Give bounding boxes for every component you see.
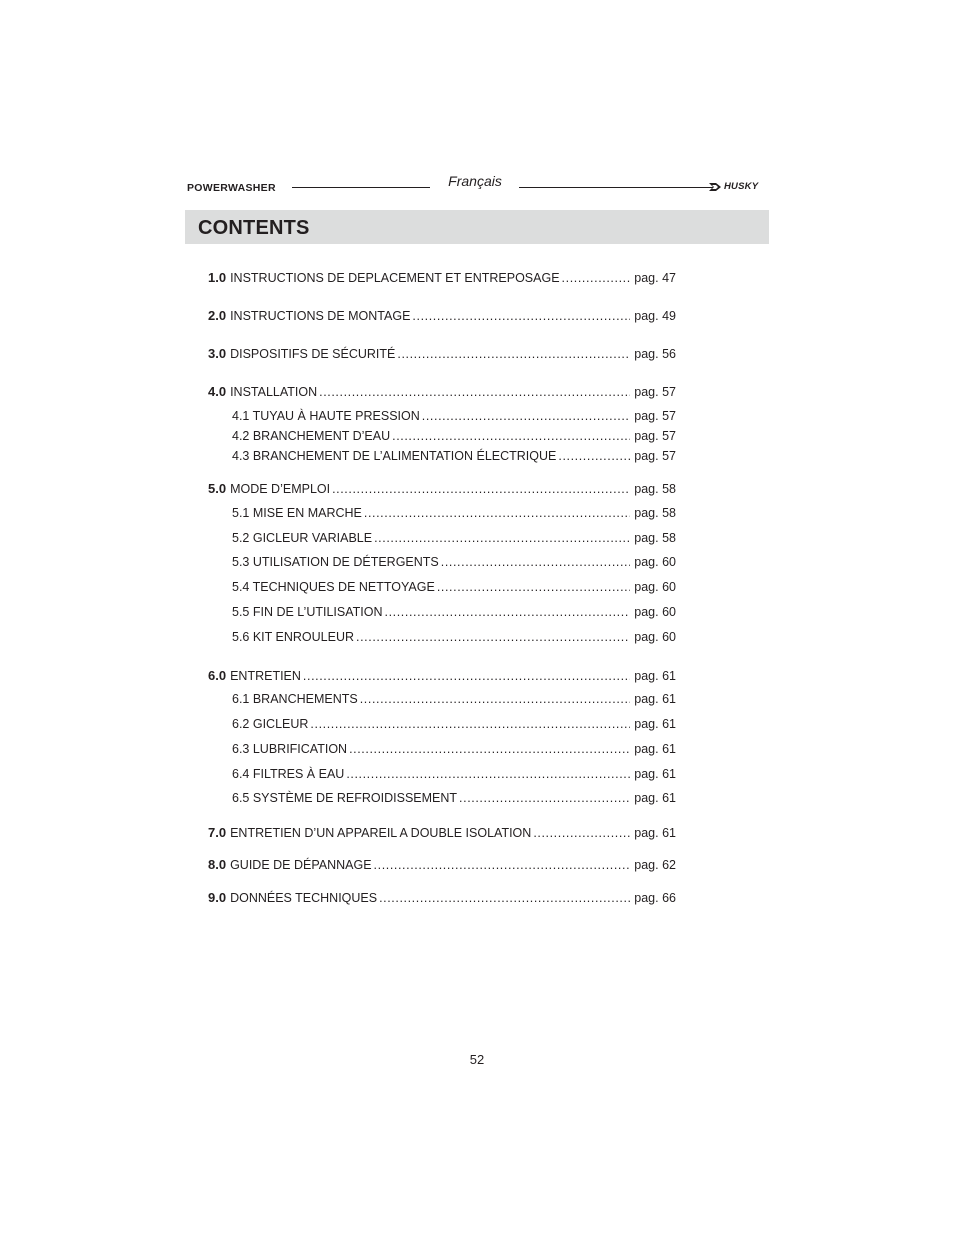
toc-entry-title: DONNÉES TECHNIQUES — [230, 891, 378, 905]
toc-entry[interactable] — [208, 890, 676, 905]
toc-entry-title: GUIDE DE DÉPANNAGE — [230, 858, 372, 872]
toc-entry[interactable] — [232, 555, 676, 569]
toc-entry-title: 5.3 UTILISATION DE DÉTERGENTS — [232, 555, 439, 569]
toc-entry-title: INSTALLATION — [230, 385, 318, 399]
toc-dot-leader — [385, 605, 631, 619]
page-title: CONTENTS — [198, 217, 310, 239]
toc-entry[interactable] — [232, 717, 676, 731]
toc-entry-title: INSTRUCTIONS DE MONTAGE — [230, 309, 411, 323]
brand-powerwasher: POWERWASHER — [187, 182, 276, 194]
toc-dot-leader — [533, 826, 630, 840]
toc-entry-title: 4.3 BRANCHEMENT DE L’ALIMENTATION ÉLECTRIQUE — [232, 449, 557, 463]
toc-entry-title: 6.3 LUBRIFICATION — [232, 742, 348, 756]
toc-page-ref: pag. 61 — [634, 669, 676, 683]
toc-entry-title: 5.6 KIT ENROULEUR — [232, 630, 355, 644]
toc-entry[interactable] — [232, 409, 676, 423]
toc-entry-title: INSTRUCTIONS DE DEPLACEMENT ET ENTREPOSAGE — [230, 271, 560, 285]
header-rule-right — [519, 187, 715, 188]
toc-dot-leader — [412, 309, 630, 323]
toc-entry-title: 5.1 MISE EN MARCHE — [232, 506, 362, 520]
toc-dot-leader — [349, 742, 630, 756]
toc-entry[interactable] — [208, 384, 676, 399]
header-rule-left — [292, 187, 430, 188]
toc-entry[interactable] — [208, 825, 676, 840]
toc-page-ref: pag. 61 — [634, 826, 676, 840]
toc-entry-title: ENTRETIEN — [230, 669, 301, 683]
toc-entry[interactable] — [232, 605, 676, 619]
toc-page-ref: pag. 49 — [634, 309, 676, 323]
toc-dot-leader — [459, 791, 630, 805]
toc-page-ref: pag. 57 — [634, 385, 676, 399]
toc-dot-leader — [441, 555, 631, 569]
toc-entry-title: 6.1 BRANCHEMENTS — [232, 692, 358, 706]
toc-dot-leader — [303, 669, 630, 683]
husky-logo-text: HUSKY — [724, 181, 759, 192]
toc-page-ref: pag. 58 — [634, 506, 676, 520]
toc-page-ref: pag. 60 — [634, 630, 676, 644]
toc-entry-title: 6.2 GICLEUR — [232, 717, 309, 731]
toc-page-ref: pag. 57 — [634, 449, 676, 463]
toc-dot-leader — [392, 429, 630, 443]
toc-section-number: 8.0 — [208, 857, 227, 872]
toc-page-ref: pag. 58 — [634, 531, 676, 545]
toc-page-ref: pag. 58 — [634, 482, 676, 496]
toc-entry[interactable] — [232, 449, 676, 463]
toc-section-number: 9.0 — [208, 890, 227, 905]
toc-entry-title: 5.2 GICLEUR VARIABLE — [232, 531, 373, 545]
toc-entry[interactable] — [232, 580, 676, 594]
toc-dot-leader — [374, 858, 631, 872]
toc-entry[interactable] — [208, 668, 676, 683]
toc-dot-leader — [332, 482, 630, 496]
toc-entry-title: 6.5 SYSTÈME DE REFROIDISSEMENT — [232, 791, 458, 805]
toc-page-ref: pag. 60 — [634, 605, 676, 619]
toc-page-ref: pag. 61 — [634, 767, 676, 781]
toc-page-ref: pag. 62 — [634, 858, 676, 872]
toc-section-number: 1.0 — [208, 270, 227, 285]
toc-section-number: 2.0 — [208, 308, 227, 323]
toc-page-ref: pag. 61 — [634, 692, 676, 706]
toc-entry[interactable] — [208, 481, 676, 496]
toc-entry[interactable] — [208, 857, 676, 872]
toc-entry[interactable] — [232, 692, 676, 706]
toc-dot-leader — [364, 506, 630, 520]
husky-arrow-icon — [708, 182, 722, 192]
toc-page-ref: pag. 47 — [634, 271, 676, 285]
toc-page-ref: pag. 56 — [634, 347, 676, 361]
language-label: Français — [448, 173, 502, 189]
contents-heading-band — [185, 210, 769, 244]
toc-entry-title: ENTRETIEN D’UN APPAREIL A DOUBLE ISOLATION — [230, 826, 532, 840]
toc-entry[interactable] — [232, 630, 676, 644]
toc-page-ref: pag. 61 — [634, 742, 676, 756]
toc-section-number: 4.0 — [208, 384, 227, 399]
brand-husky — [708, 181, 758, 192]
toc-dot-leader — [422, 409, 631, 423]
toc-section-number: 6.0 — [208, 668, 227, 683]
toc-entry[interactable] — [232, 506, 676, 520]
toc-entry-title: DISPOSITIFS DE SÉCURITÉ — [230, 347, 396, 361]
toc-entry[interactable] — [232, 429, 676, 443]
toc-page-ref: pag. 61 — [634, 791, 676, 805]
toc-page-ref: pag. 57 — [634, 409, 676, 423]
toc-page-ref: pag. 60 — [634, 580, 676, 594]
toc-page-ref: pag. 57 — [634, 429, 676, 443]
toc-entry[interactable] — [232, 791, 676, 805]
toc-dot-leader — [310, 717, 630, 731]
toc-entry-title: 6.4 FILTRES À EAU — [232, 767, 345, 781]
toc-dot-leader — [360, 692, 631, 706]
toc-dot-leader — [356, 630, 630, 644]
toc-section-number: 7.0 — [208, 825, 227, 840]
toc-page-ref: pag. 61 — [634, 717, 676, 731]
toc-section-number: 3.0 — [208, 346, 227, 361]
toc-dot-leader — [346, 767, 630, 781]
toc-entry-title: 4.1 TUYAU À HAUTE PRESSION — [232, 409, 420, 423]
toc-entry-title: 5.4 TECHNIQUES DE NETTOYAGE — [232, 580, 435, 594]
toc-dot-leader — [397, 347, 630, 361]
toc-entry[interactable] — [208, 346, 676, 361]
toc-entry[interactable] — [232, 531, 676, 545]
toc-entry[interactable] — [208, 308, 676, 323]
toc-page-ref: pag. 60 — [634, 555, 676, 569]
toc-entry[interactable] — [232, 767, 676, 781]
toc-dot-leader — [437, 580, 630, 594]
toc-dot-leader — [379, 891, 630, 905]
toc-entry-title: MODE D’EMPLOI — [230, 482, 331, 496]
toc-dot-leader — [319, 385, 630, 399]
toc-dot-leader — [562, 271, 631, 285]
toc-section-number: 5.0 — [208, 481, 227, 496]
toc-entry[interactable] — [208, 270, 676, 285]
toc-entry-title: 5.5 FIN DE L’UTILISATION — [232, 605, 383, 619]
page-number: 52 — [469, 1052, 485, 1067]
toc-entry-title: 4.2 BRANCHEMENT D’EAU — [232, 429, 391, 443]
toc-dot-leader — [558, 449, 630, 463]
toc-entry[interactable] — [232, 742, 676, 756]
toc-dot-leader — [374, 531, 630, 545]
toc-page-ref: pag. 66 — [634, 891, 676, 905]
